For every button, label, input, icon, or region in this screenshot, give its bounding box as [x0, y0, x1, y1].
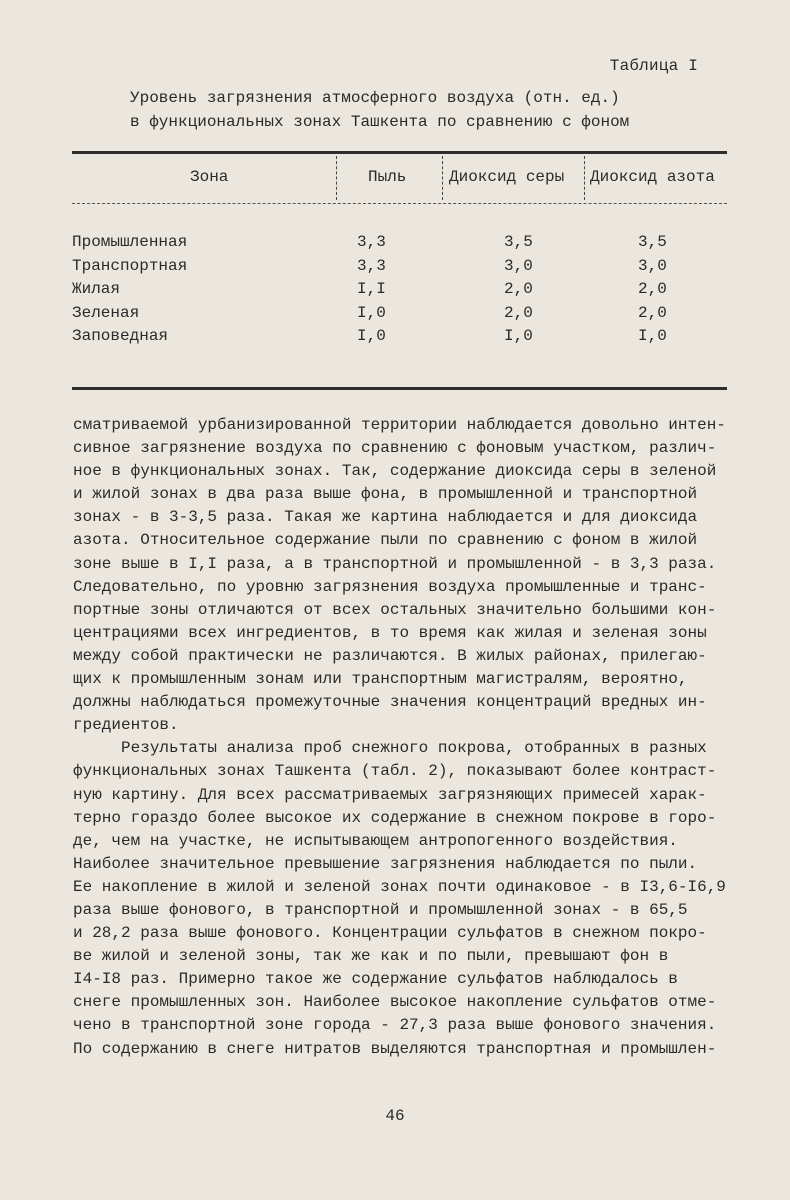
body-line: и жилой зонах в два раза выше фона, в промышленной и транспортной [73, 485, 698, 504]
body-line: раза выше фонового, в транспортной и промышленной зонах - в 65,5 [73, 900, 688, 919]
header-dust: Пыль [368, 168, 407, 186]
column-separator [442, 156, 443, 200]
table-header-rule [72, 203, 727, 204]
body-line: По содержанию в снеге нитратов выделяются транспортная и промышлен- [73, 1039, 717, 1058]
body-line: портные зоны отличаются от всех остальных значительно большими кон- [73, 600, 717, 619]
body-line: зоне выше в I,I раза, а в транспортной и промышленной - в 3,3 раза. [73, 554, 717, 573]
body-line: гредиентов. [73, 716, 179, 735]
body-line: между собой практически не различаются. В жилых районах, прилегаю- [73, 646, 707, 665]
cell-zone: Промышленная [72, 233, 188, 251]
body-line: щих к промышленным зонам или транспортным магистралям, вероятно, [73, 670, 688, 689]
column-separator [584, 156, 585, 200]
header-zone: Зона [190, 168, 229, 186]
cell-no2: 2,0 [638, 304, 667, 322]
cell-dust: I,0 [357, 304, 386, 322]
body-text [73, 414, 739, 1061]
table-row [72, 257, 727, 281]
cell-dust: I,I [357, 280, 386, 298]
body-line: терно гораздо более высокое их содержание в снежном покрове в горо- [73, 808, 717, 827]
cell-dust: I,0 [357, 327, 386, 345]
page-number: 46 [385, 1107, 405, 1125]
body-line: чено в транспортной зоне города - 27,3 раза выше фонового значения. [73, 1016, 717, 1035]
cell-so2: 3,0 [504, 257, 533, 275]
header-no2: Диоксид азота [590, 168, 715, 186]
table-row [72, 304, 727, 328]
body-line: зонах - в 3-3,5 раза. Такая же картина наблюдается и для диоксида [73, 508, 698, 527]
body-line: ве жилой и зеленой зоны, так же как и по пыли, превышают фон в [73, 947, 669, 966]
table-row [72, 233, 727, 257]
cell-zone: Зеленая [72, 304, 140, 322]
body-line: ную картину. Для всех рассматриваемых загрязняющих примесей харак- [73, 785, 707, 804]
caption-line: в функциональных зонах Ташкента по сравнению с фоном [130, 113, 630, 131]
cell-no2: 3,0 [638, 257, 667, 275]
table-label: Таблица I [609, 57, 698, 75]
body-line: центрациями всех ингредиентов, в то время как жилая и зеленая зоны [73, 623, 707, 642]
cell-zone: Жилая [72, 280, 121, 298]
table-caption [130, 86, 690, 134]
body-line: I4-I8 раз. Примерно такое же содержание сульфатов наблюдалось в [73, 970, 678, 989]
table-row [72, 280, 727, 304]
cell-so2: 2,0 [504, 280, 533, 298]
body-line: де, чем на участке, не испытывающем антропогенного воздействия. [73, 831, 678, 850]
body-line: Результаты анализа проб снежного покрова, отобранных в разных [73, 739, 707, 758]
body-line: должны наблюдаться промежуточные значения концентраций вредных ин- [73, 693, 707, 712]
body-line: функциональных зонах Ташкента (табл. 2), показывают более контраст- [73, 762, 717, 781]
body-line: Ее накопление в жилой и зеленой зонах почти одинаковое - в I3,6-I6,9 [73, 877, 726, 896]
body-line: сивное загрязнение воздуха по сравнению с фоновым участком, различ- [73, 439, 717, 458]
cell-no2: I,0 [638, 327, 667, 345]
cell-zone: Транспортная [72, 257, 188, 275]
cell-dust: 3,3 [357, 233, 386, 251]
cell-so2: I,0 [504, 327, 533, 345]
header-so2: Диоксид серы [449, 168, 565, 186]
table-bottom-rule [72, 387, 727, 390]
body-line: Следовательно, по уровню загрязнения воздуха промышленные и транс- [73, 577, 707, 596]
table-top-rule [72, 151, 727, 154]
body-line: сматриваемой урбанизированной территории наблюдается довольно интен- [73, 416, 726, 434]
cell-zone: Заповедная [72, 327, 169, 345]
body-line: и 28,2 раза выше фонового. Концентрации сульфатов в снежном покро- [73, 924, 707, 943]
cell-dust: 3,3 [357, 257, 386, 275]
cell-no2: 2,0 [638, 280, 667, 298]
column-separator [336, 156, 337, 200]
table-row [72, 327, 727, 351]
cell-no2: 3,5 [638, 233, 667, 251]
body-line: азота. Относительное содержание пыли по сравнению с фоном в жилой [73, 531, 698, 550]
cell-so2: 3,5 [504, 233, 533, 251]
body-line: снеге промышленных зон. Наиболее высокое накопление сульфатов отме- [73, 993, 717, 1012]
cell-so2: 2,0 [504, 304, 533, 322]
caption-line: Уровень загрязнения атмосферного воздуха (отн. ед.) [130, 89, 620, 107]
body-line: ное в функциональных зонах. Так, содержание диоксида серы в зеленой [73, 462, 717, 481]
body-line: Наиболее значительное превышение загрязнения наблюдается по пыли. [73, 854, 698, 873]
